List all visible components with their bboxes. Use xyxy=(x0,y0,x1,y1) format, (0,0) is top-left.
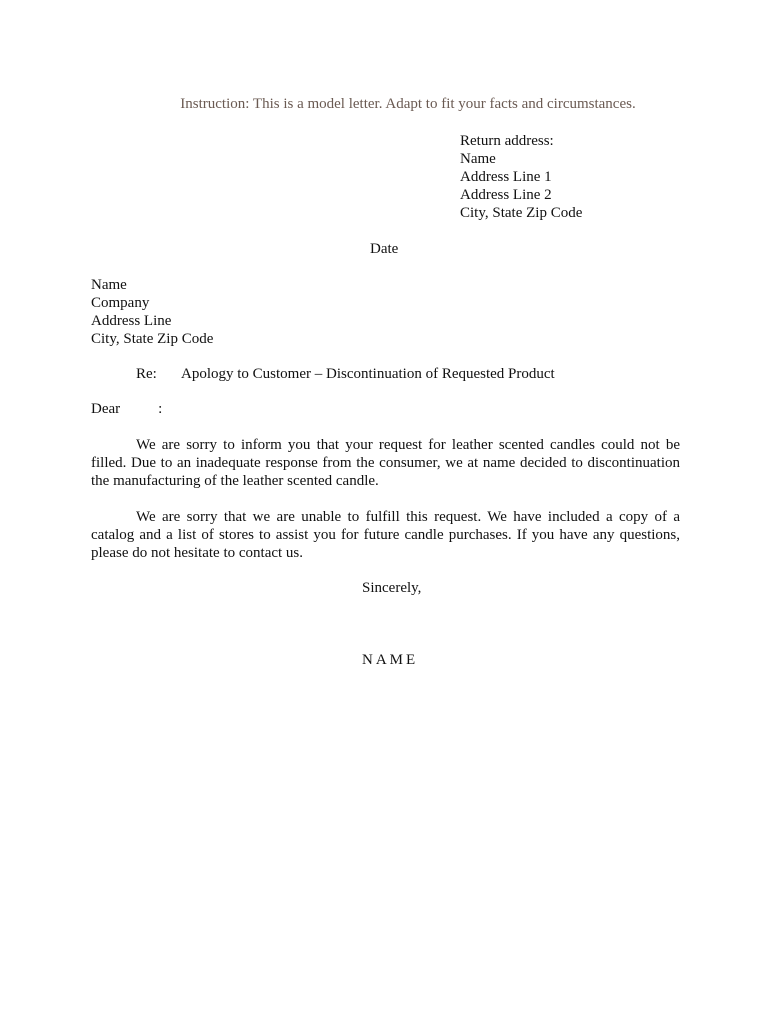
recipient-address: Address Line xyxy=(91,313,172,329)
recipient-city-state-zip: City, State Zip Code xyxy=(91,331,214,347)
body-paragraph-2: We are sorry that we are unable to fulfill this request. We have included a copy of a catalog and a list of stores to assist you for future candle purchases. If you have any questions, please do not hesitate to contact us. xyxy=(91,509,680,561)
recipient-company: Company xyxy=(91,295,150,311)
return-address-line2: Address Line 2 xyxy=(460,187,552,203)
closing: Sincerely, xyxy=(362,580,422,596)
return-address-name: Name xyxy=(460,151,496,167)
return-address-block xyxy=(460,132,720,222)
return-address-heading: Return address: xyxy=(460,133,554,149)
salutation-word: Dear xyxy=(91,401,121,417)
return-address-line1: Address Line 1 xyxy=(460,169,552,185)
instruction-note: Instruction: This is a model letter. Adapt to fit your facts and circumstances. xyxy=(180,96,636,112)
signature-name: NAME xyxy=(362,652,419,668)
salutation-colon: : xyxy=(158,401,163,417)
recipient-name: Name xyxy=(91,277,127,293)
recipient-block xyxy=(91,276,391,348)
subject-line xyxy=(136,365,555,383)
letter-date: Date xyxy=(370,241,399,257)
subject-text: Apology to Customer – Discontinuation of Requested Product xyxy=(181,366,555,382)
return-address-city-state-zip: City, State Zip Code xyxy=(460,205,583,221)
subject-label: Re: xyxy=(136,366,157,382)
salutation xyxy=(91,400,162,418)
body-paragraph-1: We are sorry to inform you that your request for leather scented candles could not be filled. Due to an inadequate response from the consumer, we at name decided to discontinuation the manufacturing of the leather scented candle. xyxy=(91,437,680,489)
